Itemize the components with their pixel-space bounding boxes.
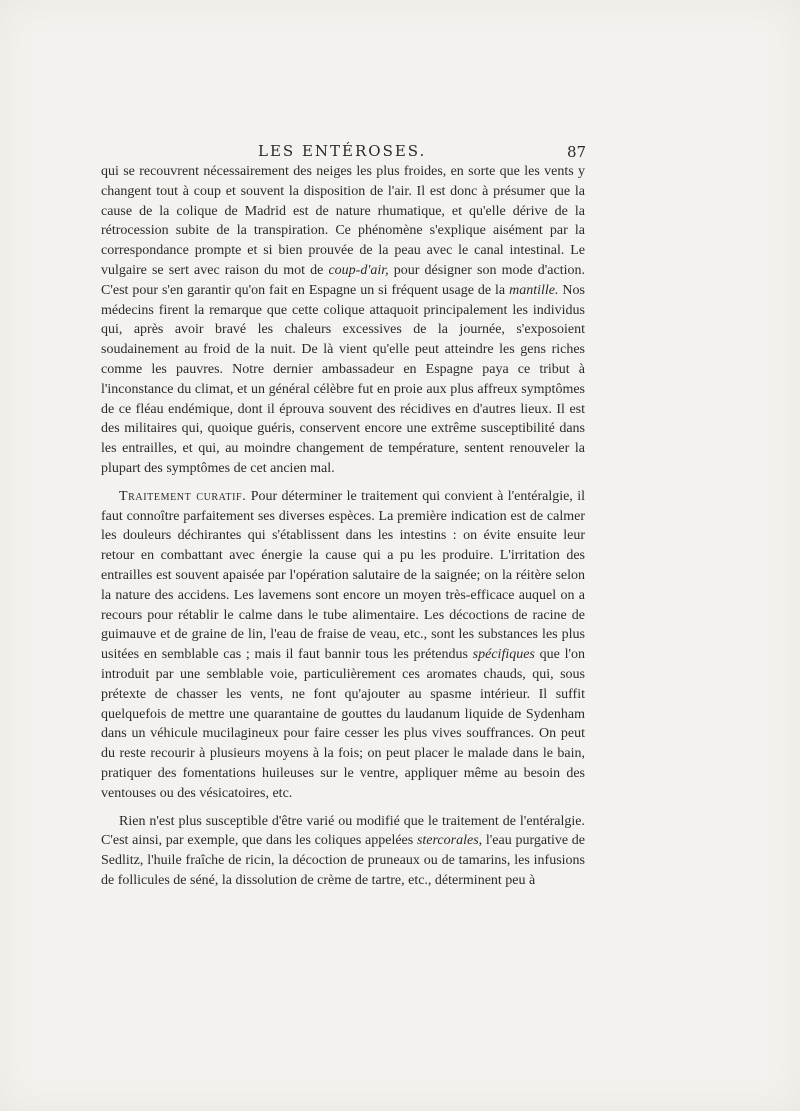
text-run: que l'on introduit par une semblable voie, particulièrement ces aromates chauds, qui, sous prétexte de chasser les vents, ne font qu'ajouter au spasme intérieur. Il suffit quelquefois de mettre une quarantaine de gouttes du laudanum liquide de Sydenham dans un véhicule mucilagineux pour faire cesser les plus vives souffrances. On peut du reste recourir à plusieurs moyens à la fois; on peut placer le malade dans le bain, pratiquer des fomentations huileuses sur le ventre, appliquer même au besoin des ventouses ou des vésicatoires, etc. (101, 647, 585, 801)
italic-term: mantille. (509, 282, 559, 298)
paragraph-1 (101, 162, 585, 479)
text-run: Nos médecins firent la remarque que cette colique attaquoit principalement les individus qui, après avoir bravé les chaleurs excessives de la journée, s'exposoient soudainement au froid de la nuit. De là vient qu'elle peut atteindre les gens riches comme les pauvres. Notre dernier ambassadeur en Espagne paya ce tribut à l'inconstance du climat, et un général célèbre fut en proie aux plus affreux symptômes de ce fléau endémique, dont il éprouva souvent des récidives en d'autres lieux. Il est des militaires qui, quoique guéris, conservent encore une extrême susceptibilité dans les entrailles, et qui, au moindre changement de température, sentent renouveler la plupart des symptômes de cet ancien mal. (101, 282, 585, 476)
italic-term: spécifiques (472, 647, 535, 663)
page-number: 87 (567, 143, 587, 161)
text-run: qui se recouvrent nécessairement des neiges les plus froides, en sorte que les vents y changent tout à coup et souvent la disposition de l'air. Il est donc à présumer que la cause de la colique de Madrid est de nature rhumatique, et qu'elle dérive de la rétrocession subite de la transpiration. Ce phénomène s'explique aisément par la correspondance prompte et si bien prouvée de la peau avec le canal intestinal. Le vulgaire se sert avec raison du mot de (101, 164, 585, 278)
running-title: LES ENTÉROSES. (258, 142, 427, 160)
text-run: Pour déterminer le traitement qui convient à l'entéralgie, il faut connoître parfaitement ses diverses espèces. La première indication est de calmer les douleurs déchirantes qui s'établissent dans les intestins : on évite ensuite leur retour en combattant avec énergie la cause qui a pu les produire. L'irritation des entrailles est souvent apaisée par l'opération salutaire de la saignée; on la réitère selon la nature des accidens. Les lavemens sont encore un moyen très-efficace auquel on a recours pour rétablir le calme dans le tube alimentaire. Les décoctions de racine de guimauve et de graine de lin, l'eau de fraise de veau, etc., sont les substances les plus usitées en semblable cas ; mais il faut bannir tous les prétendus (101, 488, 585, 663)
paragraph-3 (101, 812, 585, 891)
text-run: l'eau purgative de Sedlitz, l'huile fraîche de ricin, la décoction de pruneaux ou de tamarins, les infusions de follicules de séné, la dissolution de crème de tartre, etc., déterminent peu à (101, 833, 585, 888)
italic-term: coup-d'air, (328, 262, 389, 278)
paragraph-2 (101, 487, 585, 804)
text-run: pour désigner son mode d'action. C'est pour s'en garantir qu'on fait en Espagne un si fréquent usage de la (101, 262, 586, 298)
section-heading: Traitement curatif. (119, 488, 247, 504)
body-text (101, 162, 585, 891)
text-run: Rien n'est plus susceptible d'être varié ou modifié que le traitement de l'entéralgie. C'est ainsi, par exemple, que dans les coliques appelées (101, 813, 585, 849)
italic-term: stercorales, (416, 833, 483, 849)
